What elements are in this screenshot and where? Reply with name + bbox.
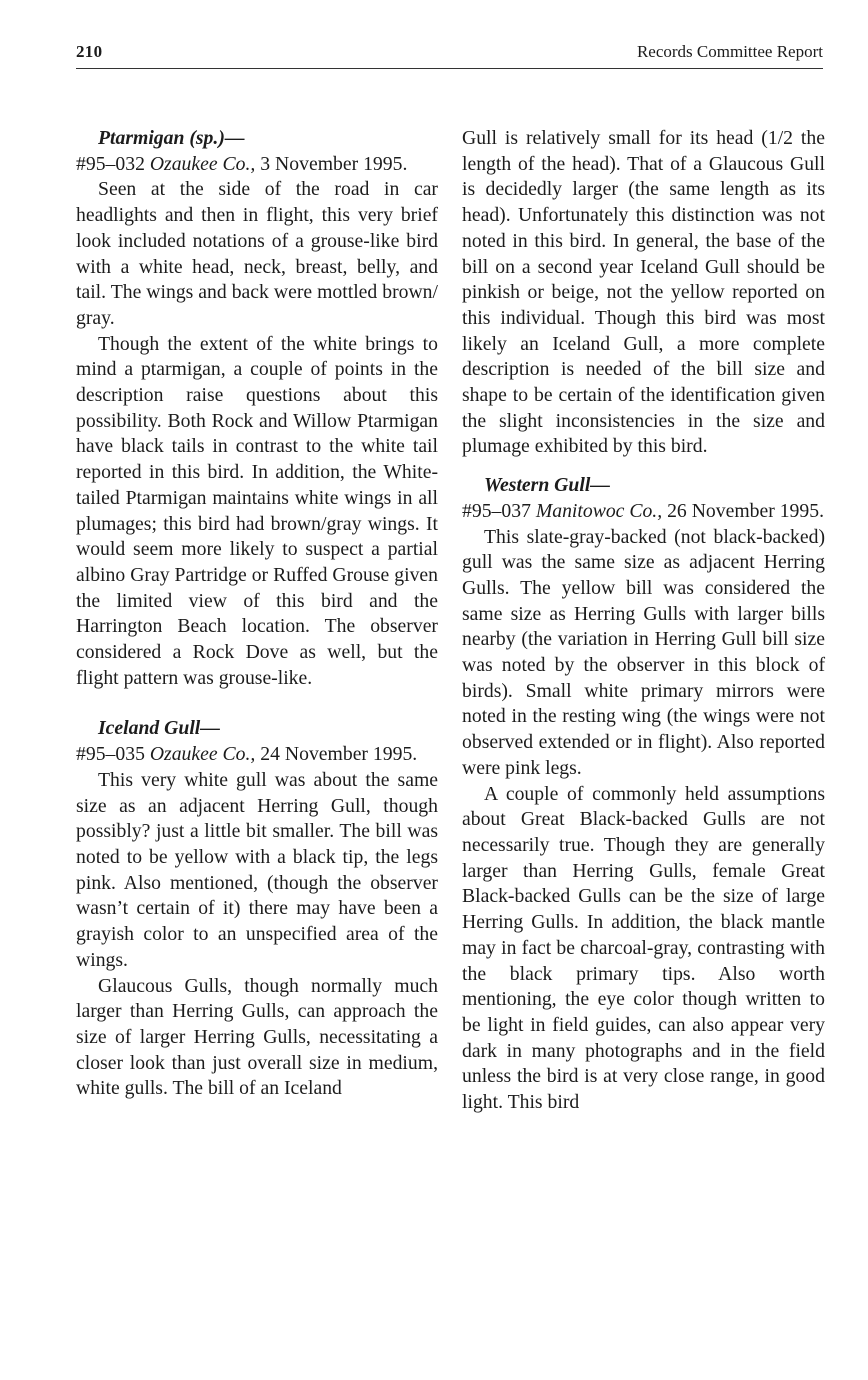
body-paragraph: Glaucous Gulls, though normally much larger than Herring Gulls, can approach the size of larger Herring Gulls, necessitating a closer look than just overall size in medium, white gulls. The bill of an Iceland (76, 974, 438, 1100)
record-number: #95–035 (76, 743, 145, 766)
county: Ozaukee Co., (149, 743, 256, 766)
record-date: 3 November 1995. (260, 152, 408, 175)
page-number: 210 (76, 42, 103, 61)
right-column (462, 126, 825, 1116)
body-paragraph-continued: Gull is relatively small for its head (1/2 the length of the head). That of a Glaucous Gull is decidedly larger (the same length as its head). Unfortunately this distinction was not noted in this bird. In general, the base of the bill on a second year Iceland Gull should be pinkish or beige, not the yellow reported on this individual. Though this bird was most likely an Iceland Gull, a more complete description is needed of the bill size and shape to be certain of the identification given the slight inconsistencies in the size and plumage exhibited by this bird. (462, 127, 825, 458)
running-header (76, 42, 823, 69)
county: Manitowoc Co., (535, 499, 663, 522)
county: Ozaukee Co., (149, 152, 256, 175)
record-number: #95–032 (76, 152, 145, 175)
record-line-iceland-gull (76, 742, 438, 768)
record-line-ptarmigan (76, 152, 438, 178)
record-date: 26 November 1995. (667, 499, 825, 522)
record-number: #95–037 (462, 499, 531, 522)
body-paragraph: This very white gull was about the same size as an adjacent Herring Gull, though possibly? just a little bit smaller. The bill was noted to be yellow with a black tip, the legs pink. Also mentioned, (though the observer wasn’t certain of it) there may have been a grayish color to an unspecified area of the wings. (76, 768, 438, 971)
species-heading-iceland-gull: Iceland Gull— (98, 717, 220, 740)
record-date: 24 November 1995. (260, 743, 418, 766)
body-paragraph: This slate-gray-backed (not black-backed) gull was the same size as adjacent Herring Gulls. The yellow bill was considered the same size as Herring Gulls with larger bills nearby (the variation in Herring Gull bill size was noted by the observer in this block of birds). Small white primary mirrors were noted in the resting wing (the wings were not observed extended or in flight). Also reported were pink legs. (462, 525, 825, 779)
body-paragraph: Though the extent of the white brings to mind a ptarmigan, a couple of points in the description raise questions about this possibility. Both Rock and Willow Ptarmigan have black tails in contrast to the white tail reported in this bird. In addition, the White-tailed Ptarmigan maintains white wings in all plumages; this bird had brown/gray wings. It would seem more likely to suspect a partial albino Gray Partridge or Ruffed Grouse given the limited view of this bird and the Harrington Beach location. The observer considered a Rock Dove as well, but the flight pattern was grouse-like. (76, 332, 438, 689)
running-title: Records Committee Report (636, 42, 823, 61)
record-line-western-gull (462, 499, 825, 525)
body-paragraph: Seen at the side of the road in car headlights and then in flight, this very brief look included notations of a grouse-like bird with a white head, neck, breast, belly, and tail. The wings and back were mottled brown/​gray. (76, 178, 438, 329)
left-column (76, 126, 438, 1102)
species-heading-western-gull: Western Gull— (484, 474, 610, 497)
species-heading-ptarmigan: Ptarmigan (sp.)— (98, 127, 245, 149)
body-paragraph: A couple of commonly held assumptions about Great Black-backed Gulls are not necessarily true. Though they are generally larger than Herring Gulls, female Great Black-backed Gulls can be the size of large Herring Gulls. In addition, the black mantle may in fact be charcoal-gray, contrasting with the black primary tips. Also worth mentioning, the eye color though written to be light in field guides, can also appear very dark in many photographs and in the field unless the bird is at very close range, in good light. This bird (462, 782, 825, 1114)
